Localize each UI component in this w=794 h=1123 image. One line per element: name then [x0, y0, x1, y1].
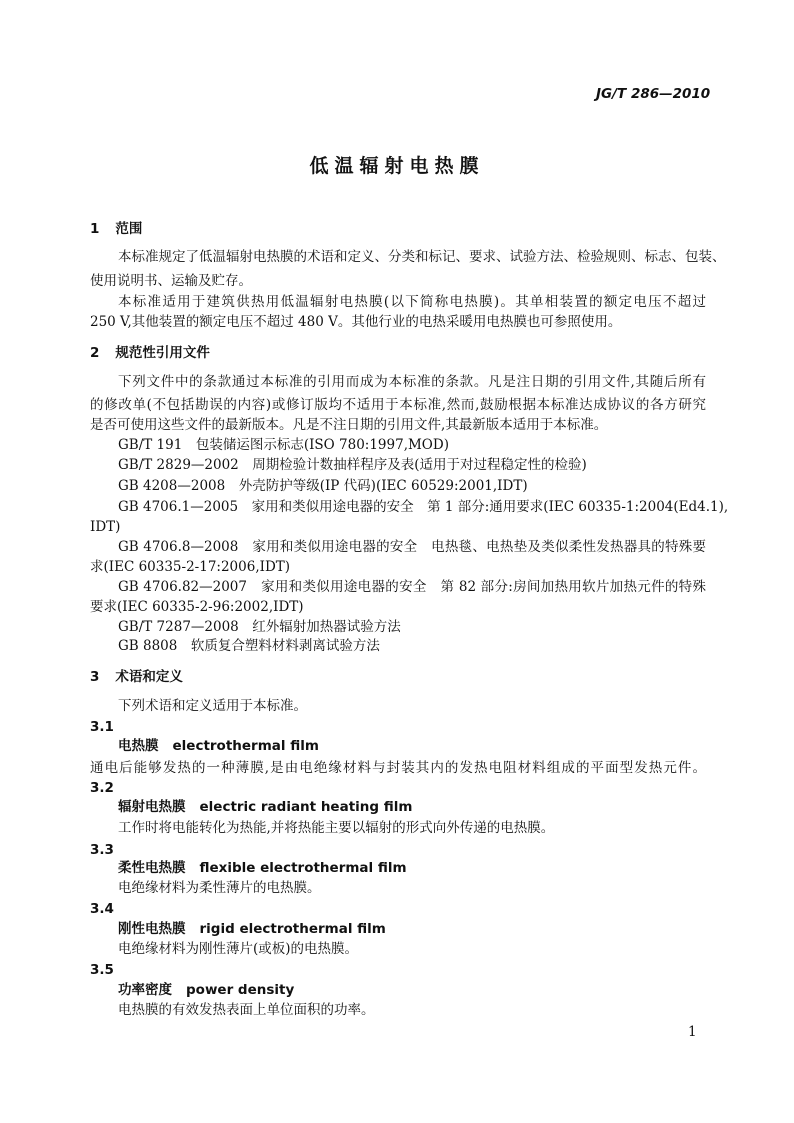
- term-definition: 电绝缘材料为刚性薄片(或板)的电热膜。: [118, 941, 359, 957]
- term-zh: 电热膜: [118, 738, 159, 754]
- reference-item: GB 4706.8—2008 家用和类似用途电器的安全 电热毯、电热垫及类似柔性发热器具的特殊要: [118, 539, 706, 555]
- section-number: 3: [90, 669, 100, 685]
- term-zh: 刚性电热膜: [118, 921, 186, 937]
- term-definition: 通电后能够发热的一种薄膜,是由电绝缘材料与封装其内的发热电阻材料组成的平面型发热元件。: [90, 760, 706, 776]
- reference-item: GB 4706.1—2005 家用和类似用途电器的安全 第 1 部分:通用要求(IEC 60335-1:2004(Ed4.1),: [118, 499, 729, 515]
- paragraph-line: 下列文件中的条款通过本标准的引用而成为本标准的条款。凡是注日期的引用文件,其随后所有: [118, 374, 706, 390]
- paragraph-line: 的修改单(不包括勘误的内容)或修订版均不适用于本标准,然而,鼓励根据本标准达成协议的各方研究: [90, 397, 706, 413]
- section-1-heading: [90, 221, 142, 237]
- reference-item: GB/T 191 包装储运图示标志(ISO 780:1997,MOD): [118, 437, 449, 453]
- term-en: electrothermal film: [172, 738, 319, 754]
- section-title: 范围: [115, 221, 143, 237]
- term-zh: 柔性电热膜: [118, 860, 186, 876]
- reference-item-cont: IDT): [90, 519, 121, 535]
- term-heading: [118, 921, 386, 937]
- term-number: 3.3: [90, 842, 114, 858]
- term-heading: [118, 860, 407, 876]
- reference-item: GB 4706.82—2007 家用和类似用途电器的安全 第 82 部分:房间加热用软片加热元件的特殊: [118, 579, 706, 595]
- page-number: 1: [688, 1024, 697, 1040]
- reference-item: GB 8808 软质复合塑料材料剥离试验方法: [118, 638, 380, 654]
- section-number: 1: [90, 221, 100, 237]
- section-2-heading: [90, 345, 210, 361]
- reference-item-cont: 要求(IEC 60335-2-96:2002,IDT): [90, 599, 304, 615]
- section-title: 规范性引用文件: [115, 345, 210, 361]
- term-number: 3.1: [90, 719, 114, 735]
- reference-item-cont: 求(IEC 60335-2-17:2006,IDT): [90, 559, 291, 575]
- paragraph-line: 250 V,其他装置的额定电压不超过 480 V。其他行业的电热采暖用电热膜也可参照使用。: [90, 314, 622, 330]
- term-definition: 电绝缘材料为柔性薄片的电热膜。: [118, 880, 321, 896]
- reference-item: GB/T 7287—2008 红外辐射加热器试验方法: [118, 619, 401, 635]
- paragraph-line: 下列术语和定义适用于本标准。: [118, 698, 307, 714]
- term-zh: 辐射电热膜: [118, 799, 186, 815]
- paragraph-line: 本标准规定了低温辐射电热膜的术语和定义、分类和标记、要求、试验方法、检验规则、标志、包装、: [118, 249, 726, 265]
- document-title: 低温辐射电热膜: [309, 155, 485, 177]
- term-en: power density: [186, 982, 295, 998]
- section-number: 2: [90, 345, 100, 361]
- standard-code: JG/T 286—2010: [596, 86, 711, 102]
- term-heading: [118, 738, 319, 754]
- term-en: rigid electrothermal film: [199, 921, 386, 937]
- term-number: 3.2: [90, 780, 114, 796]
- term-definition: 工作时将电能转化为热能,并将热能主要以辐射的形式向外传递的电热膜。: [118, 820, 555, 836]
- paragraph-line: 是否可使用这些文件的最新版本。凡是不注日期的引用文件,其最新版本适用于本标准。: [90, 417, 608, 433]
- term-number: 3.4: [90, 901, 114, 917]
- term-en: electric radiant heating film: [199, 799, 413, 815]
- reference-item: GB/T 2829—2002 周期检验计数抽样程序及表(适用于对过程稳定性的检验): [118, 457, 587, 473]
- term-zh: 功率密度: [118, 982, 172, 998]
- term-number: 3.5: [90, 962, 114, 978]
- term-heading: [118, 982, 294, 998]
- reference-item: GB 4208—2008 外壳防护等级(IP 代码)(IEC 60529:2001,IDT): [118, 478, 528, 494]
- paragraph-line: 使用说明书、运输及贮存。: [90, 273, 252, 289]
- paragraph-line: 本标准适用于建筑供热用低温辐射电热膜(以下简称电热膜)。其单相装置的额定电压不超过: [118, 294, 706, 310]
- section-title: 术语和定义: [115, 669, 183, 685]
- section-3-heading: [90, 669, 183, 685]
- term-en: flexible electrothermal film: [199, 860, 407, 876]
- term-heading: [118, 799, 412, 815]
- term-definition: 电热膜的有效发热表面上单位面积的功率。: [118, 1002, 375, 1018]
